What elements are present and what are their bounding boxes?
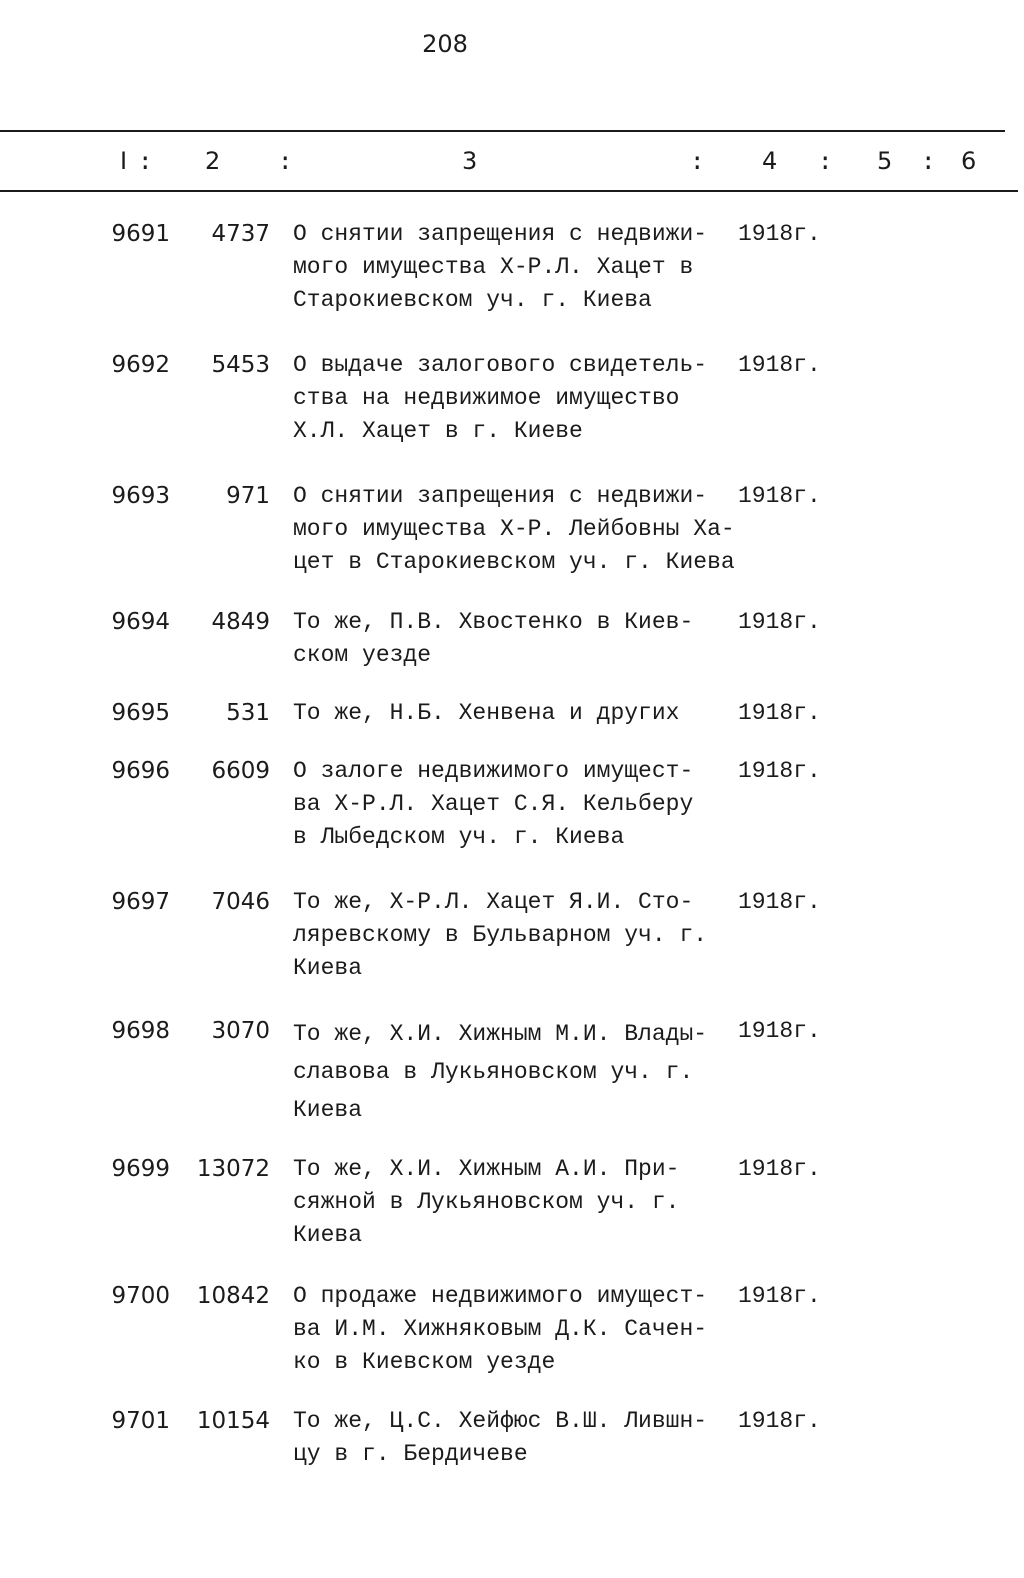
- case-number: 4737: [211, 221, 270, 247]
- case-description: [293, 349, 738, 448]
- case-number: 10154: [196, 1408, 270, 1434]
- column-header-6: 6: [961, 147, 977, 175]
- case-description: [293, 697, 738, 730]
- description-line: мого имущества Х-Р.Л. Хацет в: [293, 254, 694, 280]
- description-line: О снятии запрещения с недвижи-: [293, 483, 708, 509]
- case-description: [293, 480, 738, 579]
- inventory-number: 9700: [111, 1283, 170, 1309]
- column-header-4: 4: [762, 147, 778, 175]
- case-description: [293, 1153, 738, 1252]
- description-line: ском уезде: [293, 642, 432, 668]
- header-bottom-rule: [0, 190, 1018, 192]
- description-line: Киева: [293, 955, 363, 981]
- case-number: 5453: [211, 352, 270, 378]
- inventory-number: 9691: [111, 221, 170, 247]
- description-line: цу в г. Бердичеве: [293, 1441, 528, 1467]
- page-number: 208: [422, 30, 468, 58]
- description-line: То же, Х.И. Хижным А.И. При-: [293, 1156, 680, 1182]
- inventory-number: 9699: [111, 1156, 170, 1182]
- case-description: [293, 886, 738, 985]
- case-year: 1918г.: [738, 889, 821, 915]
- description-line: О снятии запрещения с недвижи-: [293, 221, 708, 247]
- case-description: [293, 1015, 738, 1129]
- description-line: ва И.М. Хижняковым Д.К. Сачен-: [293, 1316, 708, 1342]
- case-number: 7046: [211, 889, 270, 915]
- description-line: Х.Л. Хацет в г. Киеве: [293, 418, 583, 444]
- case-description: [293, 1280, 738, 1379]
- case-number: 4849: [211, 609, 270, 635]
- column-separator: :: [138, 147, 153, 175]
- inventory-number: 9701: [111, 1408, 170, 1434]
- column-separator: :: [818, 147, 833, 175]
- case-year: 1918г.: [738, 1408, 821, 1434]
- case-description: [293, 755, 738, 854]
- column-separator: :: [921, 147, 936, 175]
- case-number: 3070: [211, 1018, 270, 1044]
- column-header-5: 5: [877, 147, 893, 175]
- column-separator: :: [278, 147, 293, 175]
- description-line: То же, П.В. Хвостенко в Киев-: [293, 609, 694, 635]
- description-line: То же, Х-Р.Л. Хацет Я.И. Сто-: [293, 889, 694, 915]
- inventory-number: 9694: [111, 609, 170, 635]
- description-line: ва Х-Р.Л. Хацет С.Я. Кельберу: [293, 791, 694, 817]
- case-number: 6609: [211, 758, 270, 784]
- case-number: 531: [226, 700, 270, 726]
- case-number: 13072: [196, 1156, 270, 1182]
- case-year: 1918г.: [738, 1156, 821, 1182]
- case-year: 1918г.: [738, 221, 821, 247]
- description-line: О выдаче залогового свидетель-: [293, 352, 708, 378]
- case-year: 1918г.: [738, 1283, 821, 1309]
- case-year: 1918г.: [738, 483, 821, 509]
- case-description: [293, 218, 738, 317]
- case-number: 10842: [196, 1283, 270, 1309]
- description-line: ляревскому в Бульварном уч. г.: [293, 922, 708, 948]
- case-description: [293, 606, 738, 672]
- column-header-1: I: [120, 147, 128, 175]
- case-year: 1918г.: [738, 352, 821, 378]
- description-line: О продаже недвижимого имущест-: [293, 1283, 708, 1309]
- description-line: То же, Х.И. Хижным М.И. Влады-: [293, 1021, 708, 1047]
- case-year: 1918г.: [738, 1018, 821, 1044]
- column-header-2: 2: [205, 147, 221, 175]
- description-line: сяжной в Лукьяновском уч. г.: [293, 1189, 680, 1215]
- description-line: мого имущества Х-Р. Лейбовны Ха-: [293, 516, 735, 542]
- inventory-number: 9697: [111, 889, 170, 915]
- description-line: ства на недвижимое имущество: [293, 385, 680, 411]
- description-line: в Лыбедском уч. г. Киева: [293, 824, 625, 850]
- case-year: 1918г.: [738, 758, 821, 784]
- header-top-rule: [0, 130, 1005, 132]
- inventory-number: 9698: [111, 1018, 170, 1044]
- inventory-number: 9696: [111, 758, 170, 784]
- inventory-number: 9692: [111, 352, 170, 378]
- description-line: Киева: [293, 1222, 363, 1248]
- description-line: О залоге недвижимого имущест-: [293, 758, 694, 784]
- description-line: Киева: [293, 1097, 363, 1123]
- case-year: 1918г.: [738, 700, 821, 726]
- case-description: [293, 1405, 738, 1471]
- inventory-number: 9695: [111, 700, 170, 726]
- description-line: цет в Старокиевском уч. г. Киева: [293, 549, 735, 575]
- column-separator: :: [690, 147, 705, 175]
- description-line: То же, Ц.С. Хейфюс В.Ш. Лившн-: [293, 1408, 708, 1434]
- description-line: То же, Н.Б. Хенвена и других: [293, 700, 680, 726]
- description-line: Старокиевском уч. г. Киева: [293, 287, 652, 313]
- column-header-3: 3: [462, 147, 478, 175]
- description-line: ко в Киевском уезде: [293, 1349, 556, 1375]
- inventory-number: 9693: [111, 483, 170, 509]
- case-year: 1918г.: [738, 609, 821, 635]
- case-number: 971: [226, 483, 270, 509]
- description-line: славова в Лукьяновском уч. г.: [293, 1059, 694, 1085]
